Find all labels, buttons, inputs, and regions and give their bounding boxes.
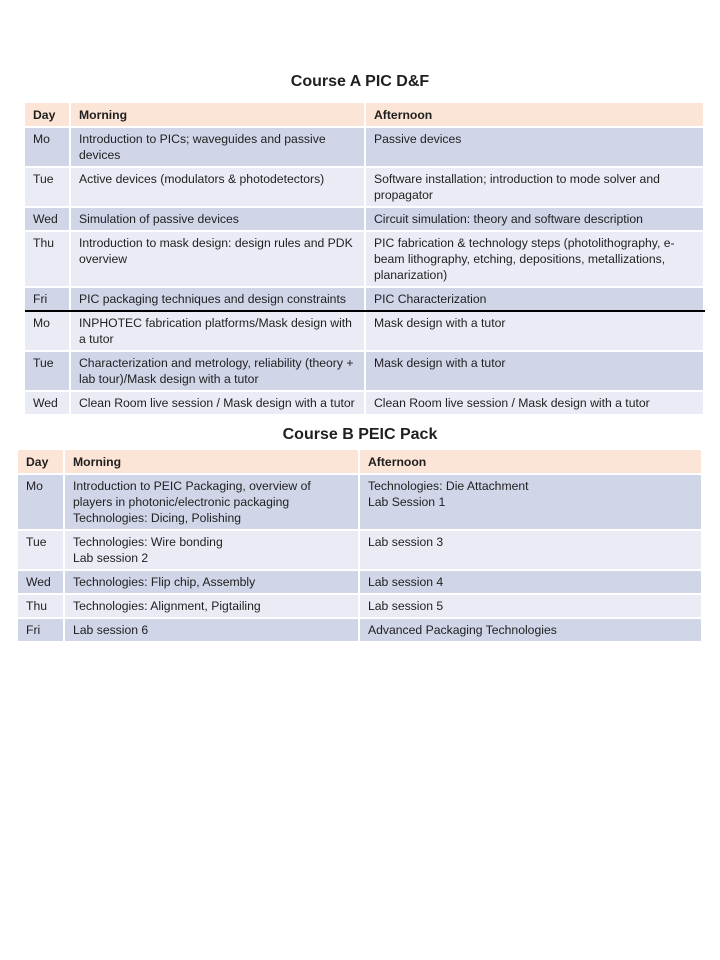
table-header-row [25,103,704,127]
cell-text-line: Lab session 6 [73,623,149,637]
day-cell: Fri [25,287,70,311]
table-row [25,311,704,351]
cell-text-line: Introduction to PICs; waveguides and passive devices [79,132,326,162]
morning-cell [70,391,365,415]
cell-text-line: PIC fabrication & technology steps (photolithography, e-beam lithography, etching, depositions, metallizations, planarization) [374,236,675,282]
cell-text-line: Technologies: Die Attachment [368,479,529,493]
cell-text-line: Introduction to mask design: design rules and PDK overview [79,236,353,266]
morning-cell [64,530,359,570]
cell-text-line: Mask design with a tutor [374,356,506,370]
cell-text-line: Technologies: Wire bonding [73,535,223,549]
cell-text-line: Clean Room live session / Mask design with a tutor [374,396,650,410]
table-row [25,391,704,415]
afternoon-cell [365,207,704,231]
cell-text-line: Advanced Packaging Technologies [368,623,557,637]
morning-cell [70,127,365,167]
course-a-title: Course A PIC D&F [290,73,430,90]
day-cell: Thu [25,231,70,287]
day-cell: Mo [25,311,70,351]
cell-text-line: Lab Session 1 [368,495,446,509]
cell-text-line: Active devices (modulators & photodetectors) [79,172,325,186]
table-row [18,594,702,618]
morning-cell [70,167,365,207]
day-cell: Thu [18,594,64,618]
cell-text-line: Technologies: Dicing, Polishing [73,511,242,525]
afternoon-cell [359,570,702,594]
table-row [25,231,704,287]
cell-text-line: Lab session 3 [368,535,444,549]
afternoon-cell [365,311,704,351]
cell-text-line: Passive devices [374,132,462,146]
table-row [18,530,702,570]
day-cell: Mo [25,127,70,167]
cell-text-line: Lab session 5 [368,599,444,613]
cell-text-line: Software installation; introduction to mode solver and propagator [374,172,660,202]
day-cell: Tue [25,167,70,207]
cell-text-line: Lab session 2 [73,551,149,565]
course-b-rows [18,474,702,642]
day-column-header: Day [18,450,64,474]
cell-text-line: PIC packaging techniques and design constraints [79,292,346,306]
day-column-header: Day [25,103,70,127]
cell-text-line: Simulation of passive devices [79,212,239,226]
course-a-rows [25,127,704,415]
morning-cell [64,594,359,618]
cell-text-line: Technologies: Flip chip, Assembly [73,575,256,589]
afternoon-cell [365,127,704,167]
day-cell: Tue [25,351,70,391]
afternoon-cell [359,474,702,530]
afternoon-cell [365,351,704,391]
cell-text-line: PIC Characterization [374,292,487,306]
morning-cell [64,570,359,594]
cell-text-line: Mask design with a tutor [374,316,506,330]
morning-cell [64,618,359,642]
table-row [18,618,702,642]
table-row [18,474,702,530]
afternoon-cell [365,231,704,287]
morning-cell [70,351,365,391]
cell-text-line: Introduction to PEIC Packaging, overview of players in photonic/electronic packaging [73,479,311,509]
afternoon-cell [365,391,704,415]
course-a-schedule-table [25,103,705,416]
morning-cell [64,474,359,530]
day-cell: Wed [18,570,64,594]
morning-column-header: Morning [70,103,365,127]
table-row [25,207,704,231]
afternoon-cell [359,530,702,570]
table-header-row [18,450,702,474]
morning-cell [70,207,365,231]
afternoon-cell [359,618,702,642]
cell-text-line: Characterization and metrology, reliability (theory + lab tour)/Mask design with a tutor [79,356,354,386]
morning-cell [70,231,365,287]
cell-text-line: Lab session 4 [368,575,444,589]
morning-cell [70,287,365,311]
cell-text-line: Clean Room live session / Mask design with a tutor [79,396,355,410]
day-cell: Tue [18,530,64,570]
afternoon-column-header: Afternoon [365,103,704,127]
morning-cell [70,311,365,351]
afternoon-column-header: Afternoon [359,450,702,474]
table-row [25,351,704,391]
day-cell: Fri [18,618,64,642]
day-cell: Wed [25,391,70,415]
afternoon-cell [365,167,704,207]
table-row [25,127,704,167]
table-row [18,570,702,594]
morning-column-header: Morning [64,450,359,474]
table-row [25,287,704,311]
day-cell: Wed [25,207,70,231]
cell-text-line: INPHOTEC fabrication platforms/Mask design with a tutor [79,316,352,346]
cell-text-line: Circuit simulation: theory and software description [374,212,643,226]
course-b-title: Course B PEIC Pack [282,426,438,443]
day-cell: Mo [18,474,64,530]
table-row [25,167,704,207]
afternoon-cell [365,287,704,311]
cell-text-line: Technologies: Alignment, Pigtailing [73,599,261,613]
afternoon-cell [359,594,702,618]
course-b-schedule-table [18,450,703,643]
